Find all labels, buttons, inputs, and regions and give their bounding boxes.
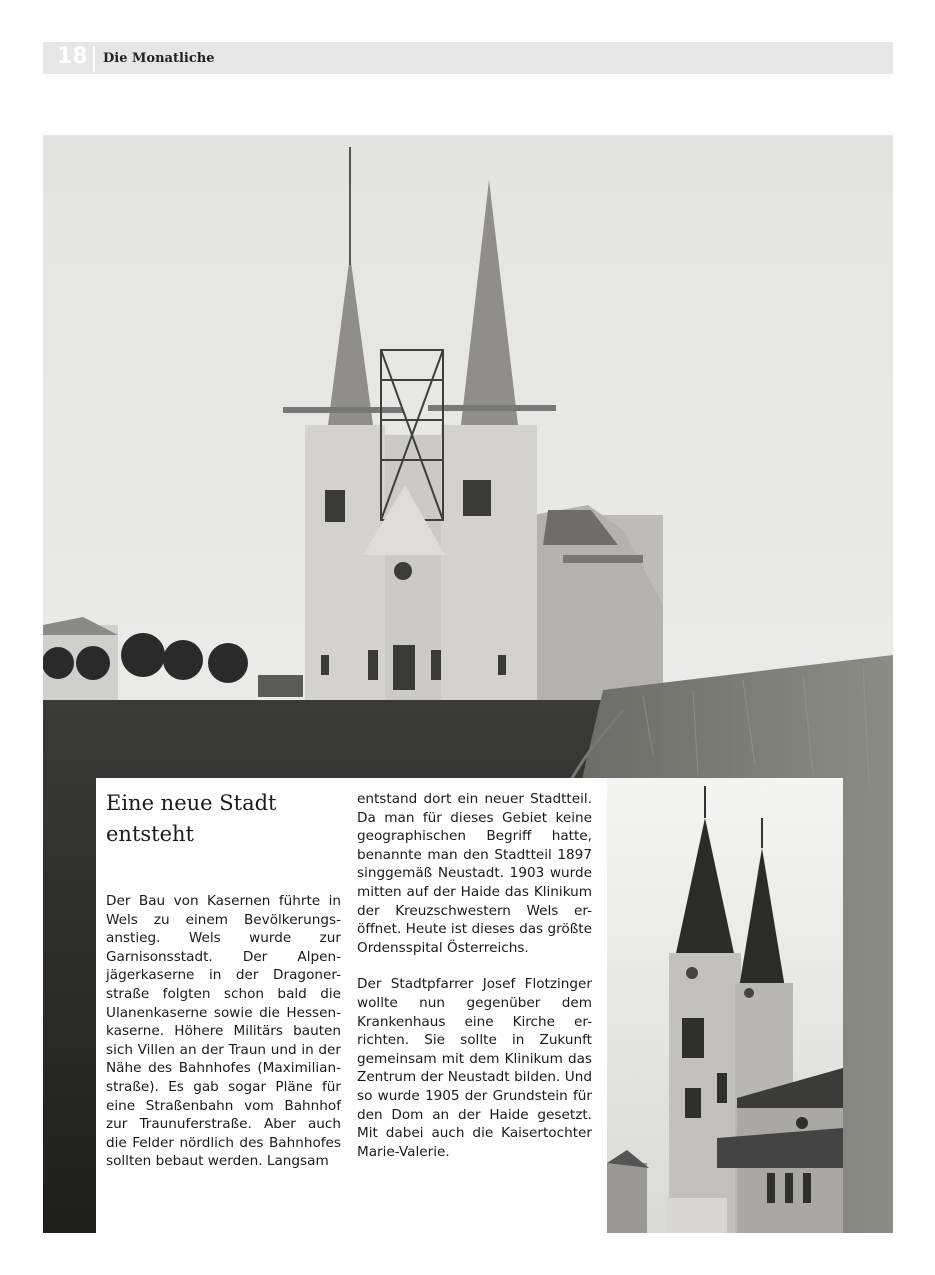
- paragraph: Der Bau von Kasernen führte in Wels zu einem Bevölkerungs-anstieg. Wels wurde zur Garnisonsstadt. Der Alpen-jägerkaserne in der Dragoner-straße folgten schon bald die Ulanenkaserne sowie die Hessen-kaserne. Höhere Militärs bauten sich Villen an der Traun und in der Nähe des Bahnhofes (Maximilian-straße). Es gab sogar Pläne für eine Straßenbahn vom Bahnhof zur Traunuferstraße. Aber auch die Felder nördlich des Bahnhofes sollten bebaut werden. Langsam: [106, 893, 341, 1170]
- publication-title: Die Monatliche: [103, 51, 215, 66]
- article-column-2: [357, 790, 592, 1161]
- header-divider: [93, 46, 95, 72]
- inset-photo: [607, 778, 843, 1233]
- page-header: [43, 42, 893, 74]
- paragraph: entstand dort ein neuer Stadtteil. Da man für dieses Gebiet keine geographischen Begriff hatte, benannte man den Stadtteil 1897 singgemäß Neustadt. 1903 wurde mitten auf der Haide das Klinikum der Kreuzschwestern Wels er-öffnet. Heute ist dieses das größte Ordensspital Österreichs.: [357, 791, 592, 956]
- article-column-1: [106, 892, 341, 1171]
- article-headline: Eine neue Stadt entsteht: [106, 791, 277, 846]
- page-number: 18: [57, 44, 88, 69]
- paragraph: Der Stadtpfarrer Josef Flotzinger wollte nun gegenüber dem Krankenhaus eine Kirche er-richten. Sie sollte in Zukunft gemeinsam mit dem Klinikum das Zentrum der Neustadt bilden. Und so wurde 1905 der Grundstein für den Dom an der Haide gesetzt. Mit dabei auch die Kaisertochter Marie-Valerie.: [357, 976, 592, 1160]
- article-panel: [96, 778, 607, 1233]
